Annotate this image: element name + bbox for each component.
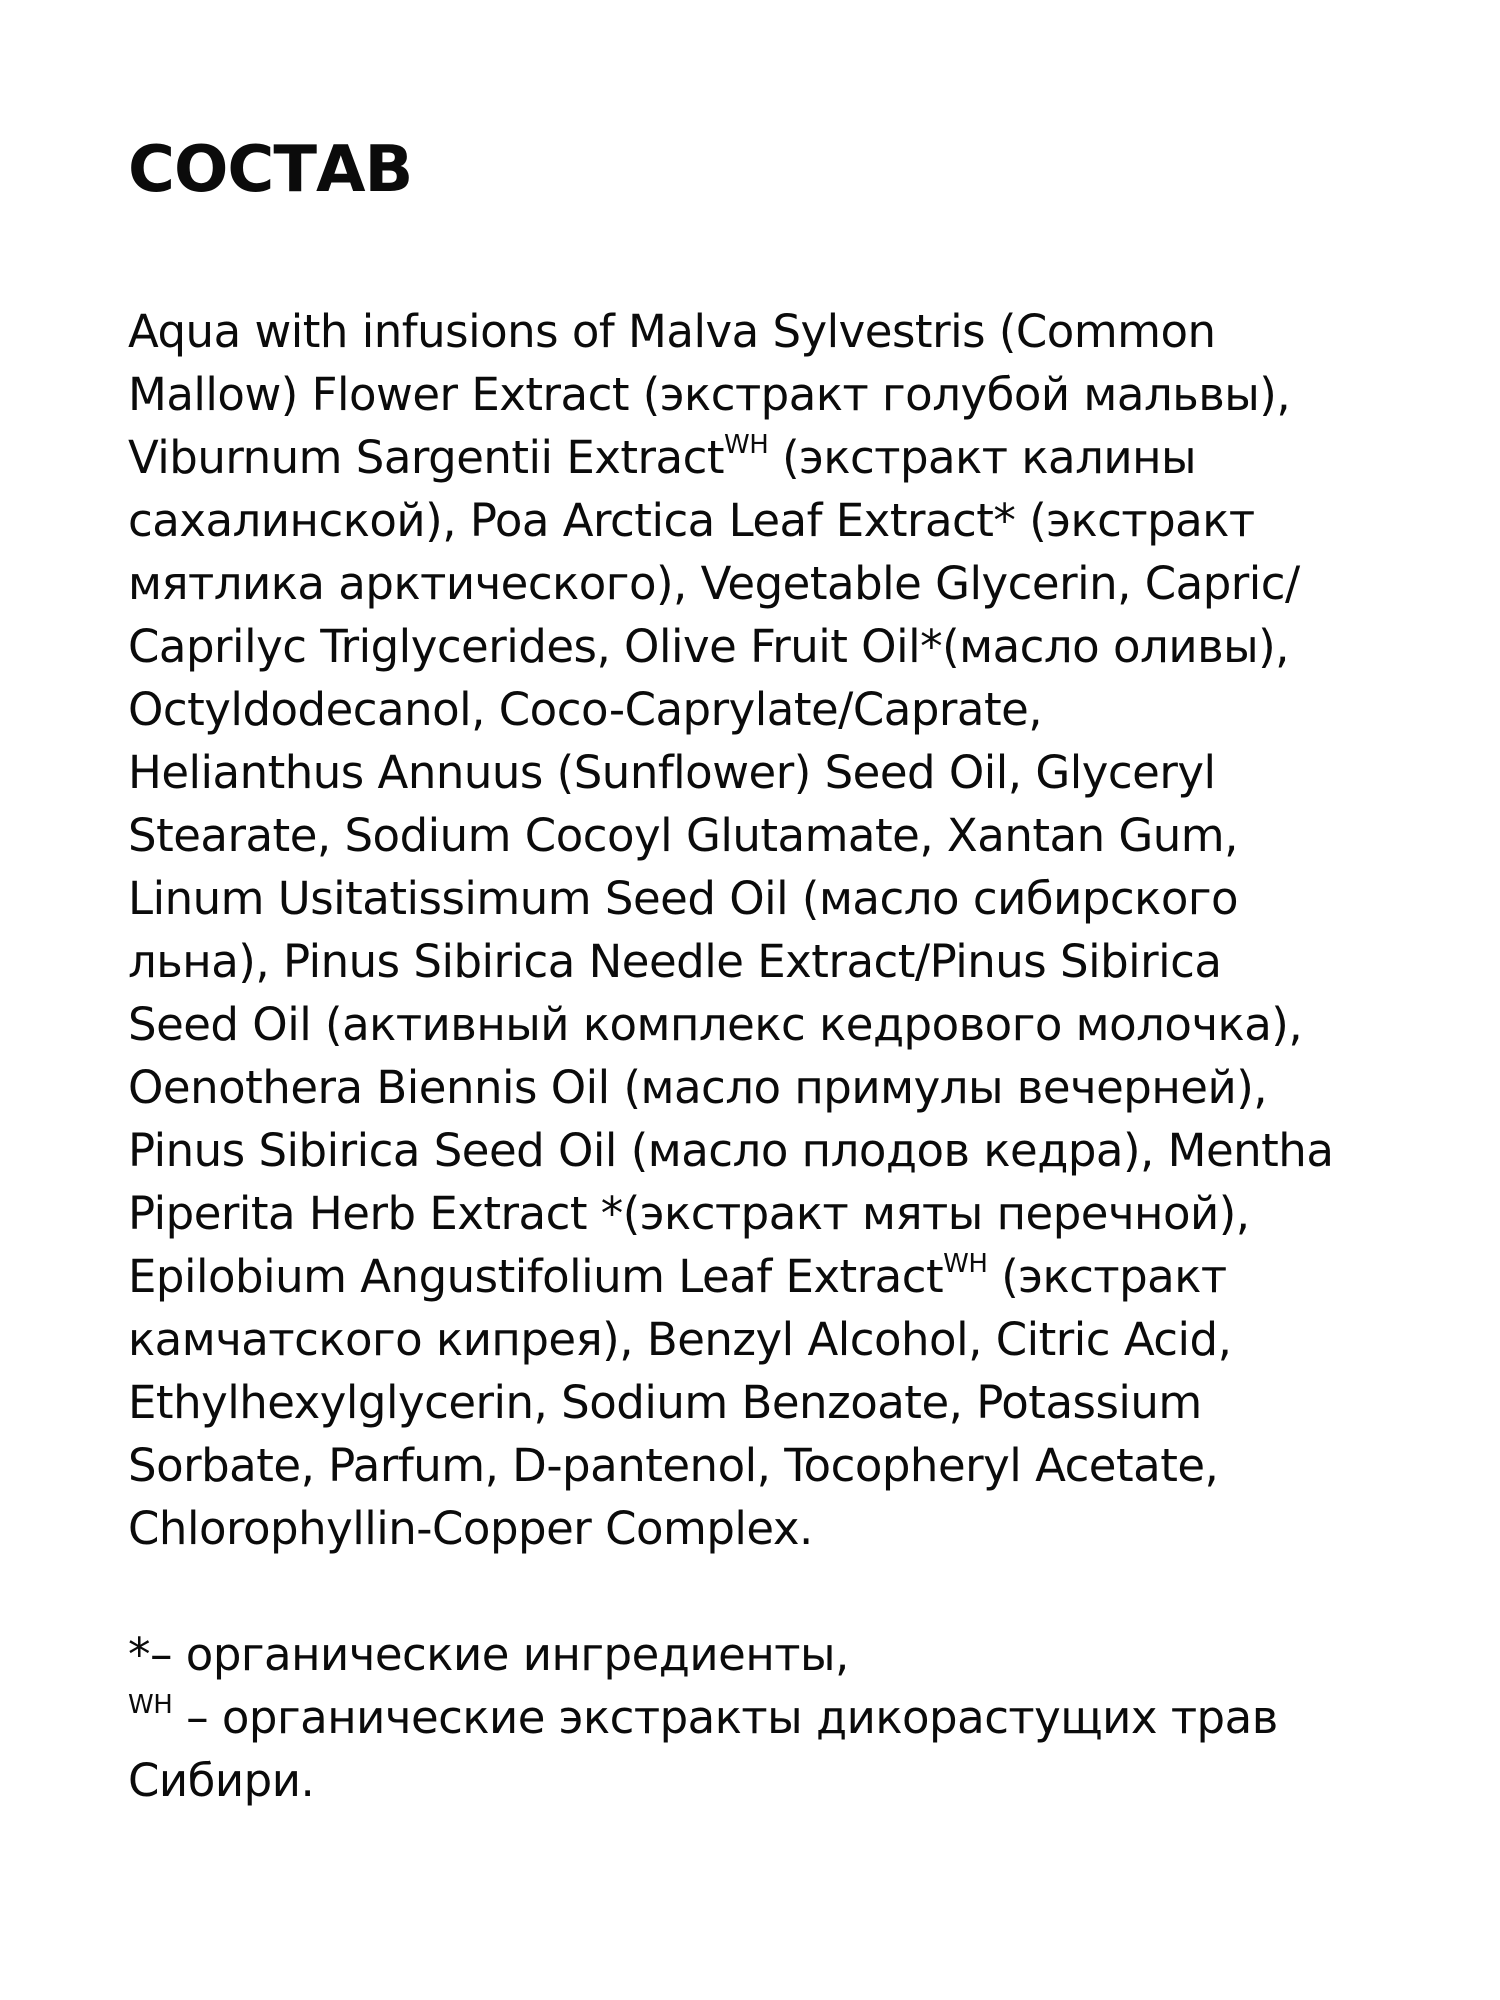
ingredient-line: Viburnum Sargentii Extract$^{WH}$ (экстракт калины: [128, 430, 1197, 484]
ingredient-line: Octyldodecanol, Coco-Caprylate/Caprate,: [128, 683, 1043, 736]
ingredient-line: Chlorophyllin-Copper Complex.: [128, 1502, 813, 1555]
ingredient-line: Ethylhexylglycerin, Sodium Benzoate, Potassium: [128, 1376, 1202, 1429]
wh-superscript: WH: [724, 430, 769, 460]
wh-superscript: WH: [943, 1249, 988, 1279]
ingredient-line: Epilobium Angustifolium Leaf Extract$^{WH}$ (экстракт: [128, 1249, 1227, 1303]
ingredient-line: Piperita Herb Extract *(экстракт мяты перечной),: [128, 1187, 1250, 1240]
ingredient-line: Aqua with infusions of Malva Sylvestris (Common: [128, 305, 1216, 358]
composition-page: [128, 130, 1378, 1812]
ingredient-line: камчатского кипрея), Benzyl Alcohol, Citric Acid,: [128, 1313, 1232, 1366]
ingredient-line: Seed Oil (активный комплекс кедрового молочка),: [128, 998, 1303, 1051]
ingredient-list: [128, 300, 1378, 1560]
ingredient-line: льна), Pinus Sibirica Needle Extract/Pinus Sibirica: [128, 935, 1222, 988]
footnote-wild-herbs: $^{WH}$ – органические экстракты дикорастущих трав: [128, 1690, 1278, 1744]
page-title: СОСТАВ: [128, 133, 413, 207]
footnotes: [128, 1623, 1378, 1812]
wh-superscript: WH: [128, 1690, 173, 1720]
ingredient-line: Stearate, Sodium Cocoyl Glutamate, Xantan Gum,: [128, 809, 1238, 862]
ingredient-line: сахалинской), Poa Arctica Leaf Extract* (экстракт: [128, 494, 1255, 547]
ingredient-line: Pinus Sibirica Seed Oil (масло плодов кедра), Mentha: [128, 1124, 1334, 1177]
ingredient-line: Mallow) Flower Extract (экстракт голубой мальвы),: [128, 368, 1291, 421]
footnote-organic: *– органические ингредиенты,: [128, 1628, 849, 1681]
ingredient-line: Linum Usitatissimum Seed Oil (масло сибирского: [128, 872, 1239, 925]
ingredient-line: Caprilyc Triglycerides, Olive Fruit Oil*(масло оливы),: [128, 620, 1289, 673]
ingredient-line: Sorbate, Parfum, D-pantenol, Tocopheryl Acetate,: [128, 1439, 1219, 1492]
ingredient-line: мятлика арктического), Vegetable Glycerin, Capric/: [128, 557, 1300, 610]
footnote-wild-herbs-cont: Сибири.: [128, 1754, 315, 1807]
ingredient-line: Oenothera Biennis Oil (масло примулы вечерней),: [128, 1061, 1268, 1114]
ingredient-line: Helianthus Annuus (Sunflower) Seed Oil, Glyceryl: [128, 746, 1216, 799]
